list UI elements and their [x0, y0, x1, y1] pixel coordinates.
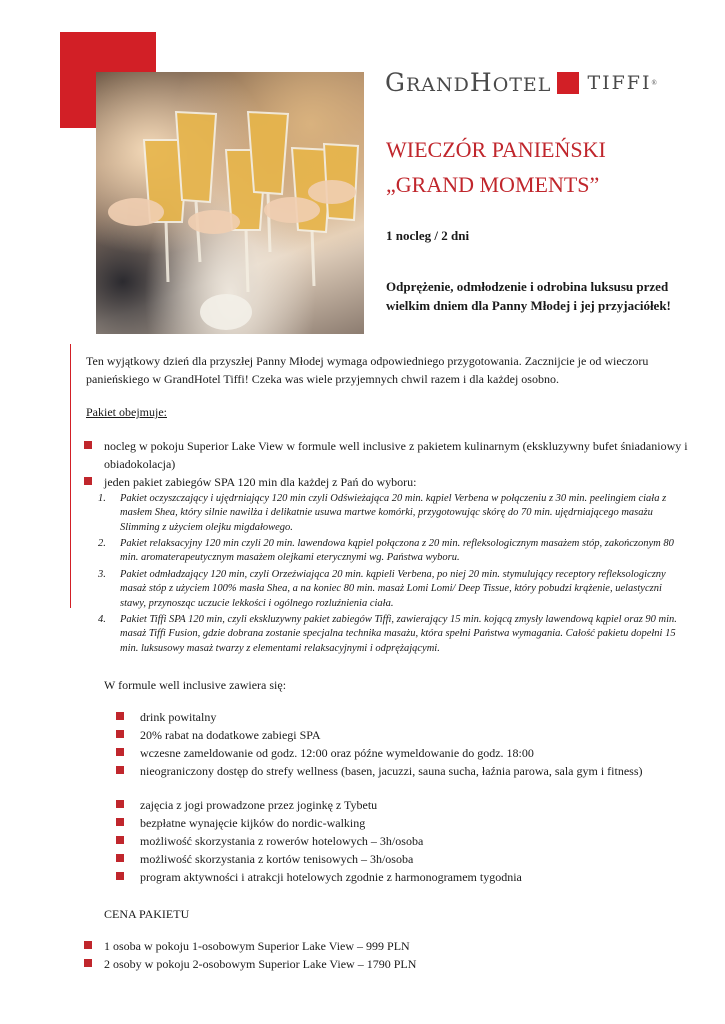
spa-option-text: Pakiet Tiffi SPA 120 min, czyli ekskluzywny pakiet zabiegów Tiffi, zawierający 15 min. kojącą zmysły lawendową kąpiel oraz 90 min. masaż Tiffi Fusion, gdzie dobrana zostanie specjalna technika masażu, która spełni Państwa wymagania. Całość pakietu dopełni 15 min. luksusowy masaż twarzy z elementami relaksacyjnymi i odprężającymi.	[120, 614, 677, 654]
grandhotel-tiffi-logo	[385, 68, 657, 97]
stay-duration: 1 nocleg / 2 dni	[386, 228, 470, 243]
well-item: możliwość skorzystania z kortów tenisowych – 3h/osoba	[140, 852, 414, 866]
spa-option-text: Pakiet odmładzający 120 min, czyli Orzeźwiająca 20 min. kąpieli Verbena, po niej 20 min. stymulujący receptory refleksologiczny masaż stóp z użyciem 100% masła Shea, a na koniec 80 min. masaż Lomi Lomi/ Deep Tissue, który pobudzi krążenie, uelastyczni stawy, przynosząc uczucie lekkości i ogólnego rozluźnienia ciała.	[120, 569, 666, 609]
well-item: 20% rabat na dodatkowe zabiegi SPA	[140, 728, 321, 742]
spa-option	[98, 613, 688, 656]
bullet-icon	[116, 766, 124, 774]
well-item: wczesne zameldowanie od godz. 12:00 oraz późne wymeldowanie do godz. 18:00	[140, 746, 534, 760]
logo-grand-initial: G	[385, 68, 406, 97]
bullet-icon	[116, 730, 124, 738]
spa-option-number: 1.	[98, 493, 106, 504]
page-title	[386, 132, 606, 202]
bullet-icon	[84, 477, 92, 485]
spa-option-number: 3.	[98, 569, 106, 580]
logo-hotel-rest: OTEL	[492, 74, 552, 96]
bullet-icon	[84, 441, 92, 449]
red-divider-line	[70, 344, 71, 608]
package-heading: Pakiet obejmuje:	[86, 405, 167, 419]
intro-text: Odprężenie, odmłodzenie i odrobina luksusu przed wielkim dniem dla Panny Młodej i jej przyjaciółek!	[386, 279, 671, 313]
logo-grand-rest: RAND	[405, 74, 470, 96]
price-heading: CENA PAKIETU	[104, 907, 190, 921]
spa-option	[98, 492, 688, 535]
logo-red-square-icon	[557, 72, 579, 94]
bullet-icon	[116, 800, 124, 808]
logo-hotel-initial: H	[469, 68, 493, 97]
title-line-1: WIECZÓR PANIEŃSKI	[386, 137, 606, 162]
intro-paragraph: Ten wyjątkowy dzień dla przyszłej Panny Młodej wymaga odpowiedniego przygotowania. Zacznijcie je od wieczoru panieńskiego w GrandHotel Tiffi! Czeka was wiele przyjemnych chwil razem i dla każdej osobno.	[86, 354, 649, 386]
package-item: jeden pakiet zabiegów SPA 120 min dla każdej z Pań do wyboru:	[104, 475, 417, 489]
spa-option	[98, 537, 688, 566]
champagne-glasses-illustration	[96, 72, 364, 334]
bullet-icon	[116, 818, 124, 826]
title-line-2: „GRAND MOMENTS”	[386, 172, 600, 197]
bullet-icon	[84, 959, 92, 967]
well-item: drink powitalny	[140, 710, 217, 724]
bullet-icon	[116, 748, 124, 756]
logo-wordmark	[385, 68, 551, 97]
bullet-icon	[116, 836, 124, 844]
spa-option	[98, 568, 688, 611]
bullet-icon	[116, 712, 124, 720]
spa-option-number: 4.	[98, 614, 106, 625]
well-inclusive-heading: W formule well inclusive zawiera się:	[104, 678, 287, 692]
price-item: 2 osoby w pokoju 2-osobowym Superior Lake View – 1790 PLN	[104, 957, 417, 971]
well-item: bezpłatne wynajęcie kijków do nordic-walking	[140, 816, 366, 830]
price-item: 1 osoba w pokoju 1-osobowym Superior Lake View – 999 PLN	[104, 939, 410, 953]
logo-tiffi: TIFFI	[587, 71, 652, 94]
spa-option-number: 2.	[98, 538, 106, 549]
well-item: nieograniczony dostęp do strefy wellness (basen, jacuzzi, sauna sucha, łaźnia parowa, sala gym i fitness)	[140, 764, 643, 778]
logo-registered-mark: ®	[651, 78, 657, 87]
bullet-icon	[84, 941, 92, 949]
champagne-glasses-photo	[96, 72, 364, 334]
package-item: nocleg w pokoju Superior Lake View w formule well inclusive z pakietem kulinarnym (ekskluzywny bufet śniadaniowy i obiadokolacja)	[104, 439, 688, 471]
well-item: zajęcia z jogi prowadzone przez joginkę z Tybetu	[140, 798, 378, 812]
spa-option-text: Pakiet oczyszczający i ujędrniający 120 min czyli Odświeżająca 20 min. kąpiel Verbena w połączeniu z 30 min. peelingiem ciała z masłem Shea, który silnie nawilża i delikatnie usuwa martwe komórki, przygotowując skórę do 70 min. ujędrniającego masażu Slimming z użyciem olejku migdałowego.	[120, 493, 667, 533]
bullet-icon	[116, 872, 124, 880]
bullet-icon	[116, 854, 124, 862]
well-item: program aktywności i atrakcji hotelowych zgodnie z harmonogramem tygodnia	[140, 870, 522, 884]
well-item: możliwość skorzystania z rowerów hotelowych – 3h/osoba	[140, 834, 424, 848]
spa-option-text: Pakiet relaksacyjny 120 min czyli 20 min. lawendowa kąpiel połączona z 20 min. refleksologicznym masażem stóp, zakończonym 80 min. aromaterapeutycznym masażem olejkami eterycznymi wg. Państwa wyboru.	[120, 538, 674, 564]
